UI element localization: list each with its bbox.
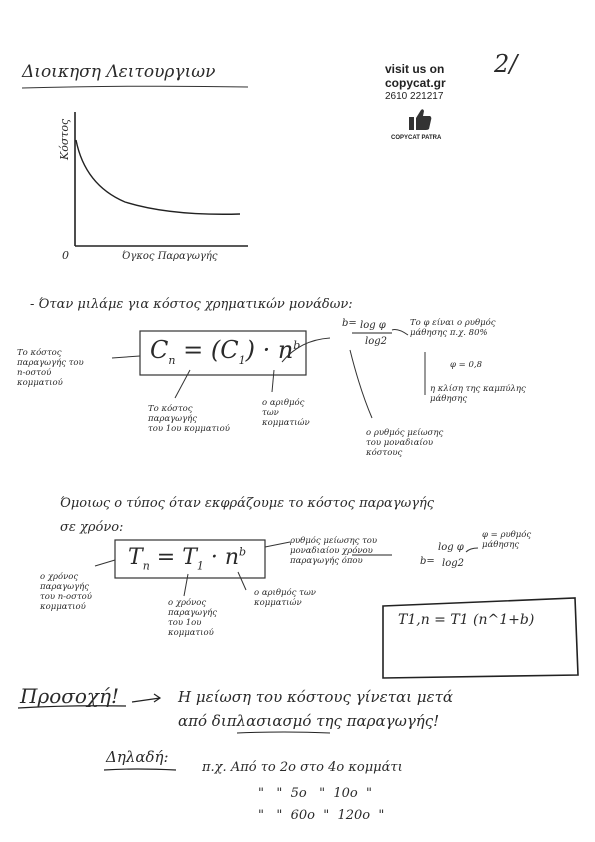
statement-line2: από διπλασιασμό της παραγωγής! xyxy=(178,712,440,730)
b2-numerator: log φ xyxy=(438,542,464,553)
example-line3: " " 60ο " 120ο " xyxy=(258,808,385,823)
b-label: b= xyxy=(342,318,357,329)
copycat-brand: COPYCAT PATRA xyxy=(391,135,442,141)
c1-note: Το κόστος παραγωγής του 1ου κομματιού xyxy=(148,404,230,434)
statement-line1: Η μείωση του κόστους γίνεται μετά xyxy=(178,688,454,706)
t1-note: ο χρόνος παραγωγής του 1ου κομματιού xyxy=(168,598,218,638)
copycat-site: copycat.gr xyxy=(385,76,446,90)
rate-note: ο ρυθμός μείωσης του μοναδιαίου κόστους xyxy=(366,428,444,458)
graph-origin: 0 xyxy=(62,249,69,262)
graph-ylabel: Κόστος xyxy=(58,118,71,160)
n-note: ο αριθμός των κομματιών xyxy=(262,398,310,428)
section1-heading: - Όταν μιλάμε για κόστος χρηματικών μονάδων: xyxy=(30,297,353,312)
b2-denominator: log2 xyxy=(442,558,464,569)
section2-heading: Όμοιως ο τύπος όταν εκφράζουμε το κόστος παραγωγής σε χρόνο: xyxy=(60,496,435,535)
b2-label: b= xyxy=(420,556,435,567)
phi2-note: φ = ρυθμός μάθησης xyxy=(482,530,532,550)
attention-label: Προσοχή! xyxy=(20,684,120,708)
phi-note: Το φ είναι ο ρυθμός μάθησης π.χ. 80% xyxy=(410,318,496,338)
cost-curve xyxy=(76,140,240,214)
b-numerator: log φ xyxy=(360,320,386,331)
example-line1: π.χ. Από το 2ο στο 4ο κομμάτι xyxy=(202,760,403,775)
copycat-phone: 2610 221217 xyxy=(385,91,444,102)
time-formula: $T_n = T_1 \cdot n^b$ xyxy=(128,545,247,573)
n2-note: ο αριθμός των κομματιών xyxy=(254,588,316,608)
cost-left-note: Το κόστος παραγωγής του n-οστού κομματιού xyxy=(17,348,84,388)
b-denominator: log2 xyxy=(365,336,387,347)
time-left-note: ο χρόνος παραγωγής του n-οστού κομματιού xyxy=(40,572,92,612)
combined-formula-box xyxy=(383,598,578,678)
cost-formula: $C_n = (C_1) \cdot n^b$ xyxy=(150,336,301,367)
combined-formula: T1,n = T1 (n^1+b) xyxy=(398,612,535,628)
time-rate-note: ρυθμός μείωσης του μοναδιαίου χρόνου παραγωγής όπου xyxy=(290,536,378,566)
copycat-visit: visit us on xyxy=(385,62,445,76)
namely-label: Δηλαδή: xyxy=(106,748,169,766)
example-line2: " " 5ο " 10ο " xyxy=(258,786,372,801)
page-number: 2/ xyxy=(494,50,518,78)
graph-xlabel: Όγκος Παραγωγής xyxy=(122,251,218,262)
phi-value: φ = 0,8 xyxy=(450,360,482,370)
page-title: Διοικηση Λειτουργιων xyxy=(22,62,216,82)
slope-note: η κλίση της καμπύλης μάθησης xyxy=(430,384,526,404)
